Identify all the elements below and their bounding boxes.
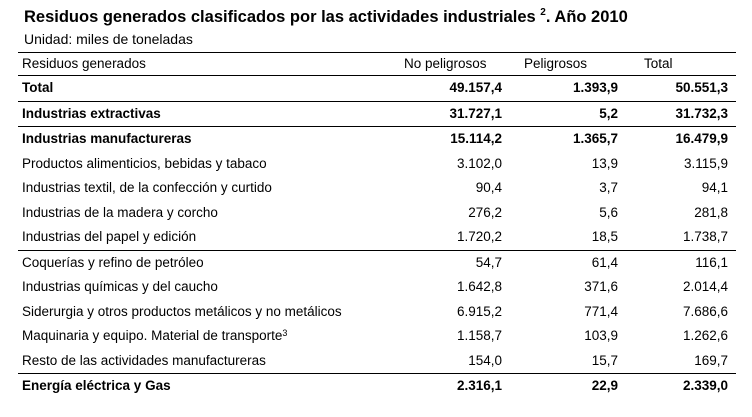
cell-total: 50.551,3 xyxy=(626,76,736,102)
table-row xyxy=(18,225,736,250)
cell-total: 16.479,9 xyxy=(675,131,728,147)
cell-no-peligrosos: 15.114,2 xyxy=(450,131,502,147)
cell-peligrosos: 103,9 xyxy=(584,328,618,344)
row-label-cell xyxy=(18,250,390,275)
waste-table xyxy=(18,52,736,399)
cell-total: 1.738,7 xyxy=(626,225,736,250)
row-label-cell xyxy=(18,127,390,152)
table-header-row xyxy=(18,53,736,76)
row-label-cell xyxy=(18,225,390,250)
row-label-cell xyxy=(18,349,390,374)
row-label-cell xyxy=(18,76,390,102)
table-row xyxy=(18,349,736,374)
title-suffix: . Año 2010 xyxy=(545,8,628,26)
cell-no-peligrosos: 31.727,1 xyxy=(390,101,510,127)
column-header-peligrosos: Peligrosos xyxy=(510,53,626,76)
cell-no-peligrosos: 3.102,0 xyxy=(456,155,502,171)
cell-peligrosos: 15,7 xyxy=(510,349,626,374)
cell-peligrosos: 1.393,9 xyxy=(510,76,626,102)
cell-total: 116,1 xyxy=(695,254,728,270)
cell-no-peligrosos: 6.915,2 xyxy=(456,303,502,319)
cell-peligrosos: 1.365,7 xyxy=(572,131,618,147)
row-label-cell xyxy=(18,324,390,349)
cell-peligrosos: 3,7 xyxy=(599,180,618,196)
table-row xyxy=(18,300,736,325)
cell-peligrosos: 18,5 xyxy=(510,225,626,250)
row-label: Industrias extractivas xyxy=(22,105,161,121)
cell-peligrosos: 22,9 xyxy=(591,378,618,394)
cell-no-peligrosos: 49.157,4 xyxy=(390,76,510,102)
footnote-marker: 3 xyxy=(282,328,288,339)
row-label: Coquerías y refino de petróleo xyxy=(22,254,204,270)
cell-peligrosos: 61,4 xyxy=(591,254,618,270)
column-header-residuos: Residuos generados xyxy=(18,53,390,76)
table-row xyxy=(18,374,736,399)
cell-no-peligrosos: 1.158,7 xyxy=(456,328,502,344)
column-header-no-peligrosos: No peligrosos xyxy=(390,53,510,76)
cell-total: 94,1 xyxy=(701,180,728,196)
cell-total: 2.339,0 xyxy=(682,378,728,394)
table-row xyxy=(18,201,736,226)
row-label: Productos alimenticios, bebidas y tabaco xyxy=(22,155,267,171)
row-label-cell xyxy=(18,300,390,325)
table-row xyxy=(18,250,736,275)
row-label: Maquinaria y equipo. Material de transporte xyxy=(22,328,283,344)
row-label-cell xyxy=(18,101,390,127)
cell-total: 3.115,9 xyxy=(683,155,728,171)
cell-peligrosos: 5,2 xyxy=(510,101,626,127)
row-label-cell xyxy=(18,152,390,177)
table-row xyxy=(18,76,736,102)
row-label: Resto de las actividades manufactureras xyxy=(22,352,266,368)
row-label: Industrias de la madera y corcho xyxy=(22,204,218,220)
row-label: Industrias textil, de la confección y curtido xyxy=(22,180,272,196)
row-label: Industrias químicas y del caucho xyxy=(22,279,218,295)
cell-total: 169,7 xyxy=(626,349,736,374)
row-label-cell xyxy=(18,275,390,300)
table-row xyxy=(18,127,736,152)
cell-no-peligrosos: 154,0 xyxy=(390,349,510,374)
cell-total: 7.686,6 xyxy=(682,303,728,319)
title-footnote-marker: 2 xyxy=(540,7,546,18)
title-text: Residuos generados clasificados por las actividades industriales xyxy=(24,8,536,26)
row-label: Industrias del papel y edición xyxy=(22,229,197,245)
table-row xyxy=(18,324,736,349)
row-label: Industrias manufactureras xyxy=(22,131,192,147)
table-title xyxy=(24,8,628,27)
cell-total: 281,8 xyxy=(694,204,728,220)
cell-peligrosos: 13,9 xyxy=(591,155,618,171)
cell-no-peligrosos: 2.316,1 xyxy=(456,378,502,394)
cell-peligrosos: 5,6 xyxy=(599,204,618,220)
cell-total: 1.262,6 xyxy=(682,328,728,344)
cell-no-peligrosos: 1.642,8 xyxy=(456,279,502,295)
row-label-cell xyxy=(18,201,390,226)
row-label-cell xyxy=(18,374,390,399)
cell-total: 31.732,3 xyxy=(626,101,736,127)
table-row xyxy=(18,152,736,177)
cell-no-peligrosos: 54,7 xyxy=(475,254,502,270)
cell-peligrosos: 771,4 xyxy=(584,303,618,319)
table-row xyxy=(18,275,736,300)
table-row xyxy=(18,176,736,201)
table-body xyxy=(18,76,736,399)
row-label: Energía eléctrica y Gas xyxy=(22,378,171,394)
cell-no-peligrosos: 90,4 xyxy=(475,180,502,196)
cell-no-peligrosos: 276,2 xyxy=(468,204,502,220)
row-label: Total xyxy=(22,80,54,96)
cell-no-peligrosos: 1.720,2 xyxy=(390,225,510,250)
unit-label: Unidad: miles de toneladas xyxy=(24,31,193,47)
cell-peligrosos: 371,6 xyxy=(584,279,618,295)
table-row xyxy=(18,101,736,127)
row-label-cell xyxy=(18,176,390,201)
column-header-total: Total xyxy=(626,53,736,76)
row-label: Siderurgia y otros productos metálicos y no metálicos xyxy=(22,303,342,319)
cell-total: 2.014,4 xyxy=(682,279,728,295)
